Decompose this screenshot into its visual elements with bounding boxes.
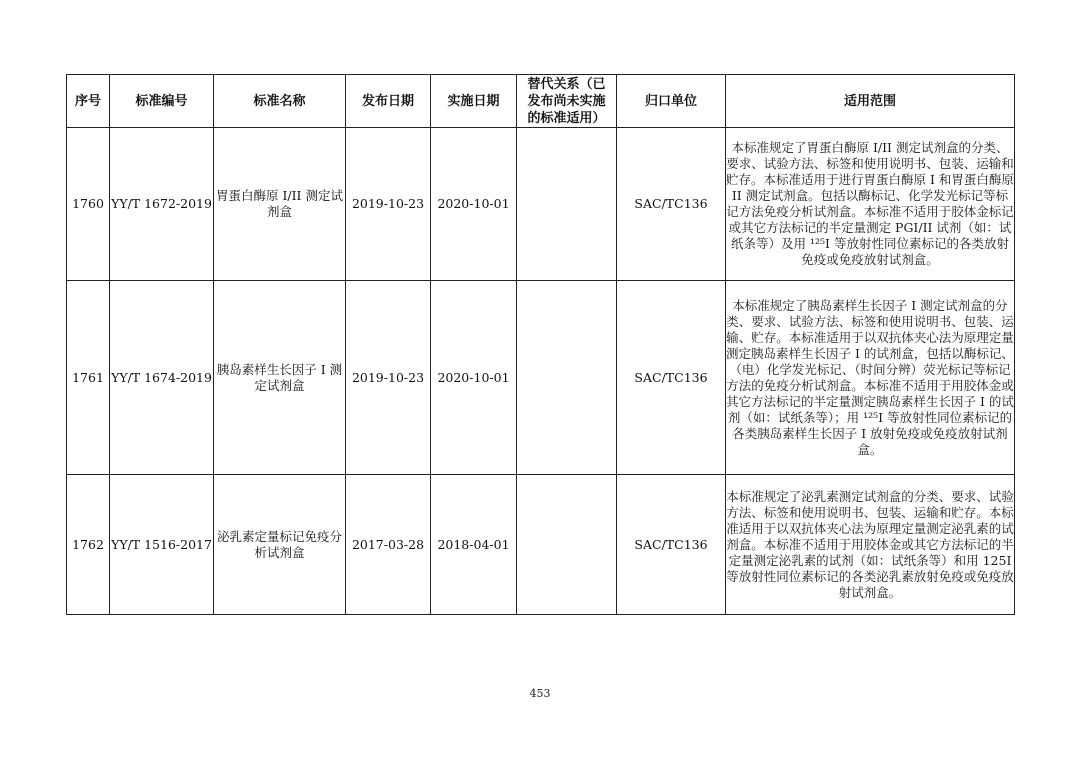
page-number: 453 xyxy=(529,687,551,700)
row-replacement xyxy=(517,281,617,475)
row-publish-date: 2019-10-23 xyxy=(346,128,431,281)
row-seq: 1760 xyxy=(67,128,110,281)
row-seq: 1761 xyxy=(67,281,110,475)
header-unit: 归口单位 xyxy=(617,75,726,128)
table-row xyxy=(67,128,1015,281)
row-scope: 本标准规定了泌乳素测定试剂盒的分类、要求、试验方法、标签和使用说明书、包装、运输和贮存。本标准适用于以双抗体夹心法为原理定量测定泌乳素的试剂盒。本标准不适用于用胶体金或其它方法标记的半定量测定泌乳素的试剂（如：试纸条等）和用 125I 等放射性同位素标记的各类泌乳素放射免疫或免疫放射试剂盒。 xyxy=(726,475,1015,615)
row-code: YY/T 1516-2017 xyxy=(110,475,214,615)
table-row xyxy=(67,475,1015,615)
row-scope: 本标准规定了胃蛋白酶原 I/II 测定试剂盒的分类、要求、试验方法、标签和使用说明书、包装、运输和贮存。本标准适用于进行胃蛋白酶原 I 和胃蛋白酶原 II 测定试剂盒。包括以酶标记、化学发光标记等标记方法免疫分析试剂盒。本标准不适用于胶体金标记或其它方法标记的半定量测定 PGI/II 试剂（如：试纸条等）及用 ¹²⁵I 等放射性同位素标记的各类放射免疫或免疫放射试剂盒。 xyxy=(726,128,1015,281)
row-unit: SAC/TC136 xyxy=(617,128,726,281)
row-implement-date: 2020-10-01 xyxy=(431,128,517,281)
header-scope: 适用范围 xyxy=(726,75,1015,128)
row-publish-date: 2019-10-23 xyxy=(346,281,431,475)
standards-table xyxy=(66,74,1015,615)
header-implement-date: 实施日期 xyxy=(431,75,517,128)
row-code: YY/T 1674-2019 xyxy=(110,281,214,475)
row-scope: 本标准规定了胰岛素样生长因子 I 测定试剂盒的分类、要求、试验方法、标签和使用说明书、包装、运输、贮存。本标准适用于以双抗体夹心法为原理定量测定胰岛素样生长因子 I 的试剂盒，包括以酶标记、（电）化学发光标记、（时间分辨）荧光标记等标记方法的免疫分析试剂盒。本标准不适用于用胶体金或其它方法标记的半定量测定胰岛素样生长因子 I 的试剂（如：试纸条等）；用 ¹²⁵I 等放射性同位素标记的各类胰岛素样生长因子 I 放射免疫或免疫放射试剂盒。 xyxy=(726,281,1015,475)
row-code: YY/T 1672-2019 xyxy=(110,128,214,281)
row-name: 胃蛋白酶原 I/II 测定试剂盒 xyxy=(214,128,346,281)
row-name: 泌乳素定量标记免疫分析试剂盒 xyxy=(214,475,346,615)
table-row xyxy=(67,281,1015,475)
table-header-row xyxy=(67,75,1015,128)
row-implement-date: 2018-04-01 xyxy=(431,475,517,615)
row-replacement xyxy=(517,475,617,615)
row-unit: SAC/TC136 xyxy=(617,475,726,615)
row-seq: 1762 xyxy=(67,475,110,615)
row-unit: SAC/TC136 xyxy=(617,281,726,475)
row-replacement xyxy=(517,128,617,281)
row-implement-date: 2020-10-01 xyxy=(431,281,517,475)
header-code: 标准编号 xyxy=(110,75,214,128)
row-publish-date: 2017-03-28 xyxy=(346,475,431,615)
header-replacement: 替代关系（已发布尚未实施的标准适用） xyxy=(517,75,617,128)
header-seq: 序号 xyxy=(67,75,110,128)
header-name: 标准名称 xyxy=(214,75,346,128)
header-publish-date: 发布日期 xyxy=(346,75,431,128)
row-name: 胰岛素样生长因子 I 测定试剂盒 xyxy=(214,281,346,475)
